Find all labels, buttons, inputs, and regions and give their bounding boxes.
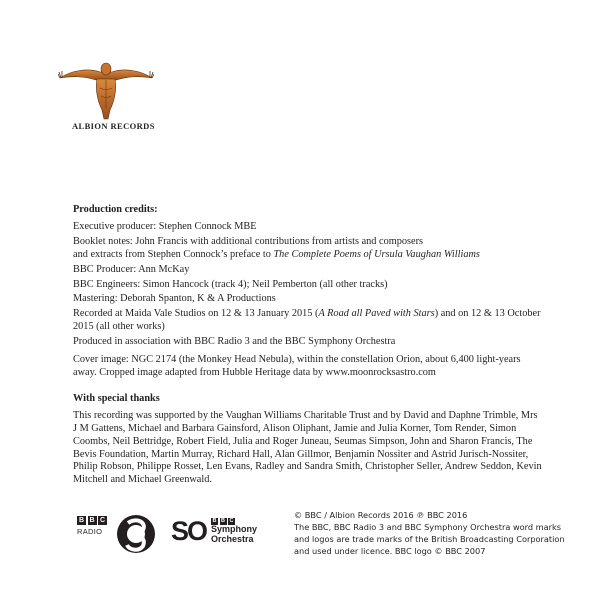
copyright-line1: © BBC / Albion Records 2016 ℗ BBC 2016 bbox=[294, 510, 468, 520]
albion-figure-logo bbox=[58, 58, 154, 120]
copyright-line3: and logos are trade marks of the British Broadcasting Corporation bbox=[294, 534, 565, 544]
credits-block bbox=[73, 204, 543, 487]
recording-text-b: ) and on 12 & 13 October 2015 (all other works) bbox=[73, 308, 541, 333]
bbc-engineers: BBC Engineers: Simon Hancock (track 4); Neil Pemberton (all other tracks) bbox=[73, 278, 388, 290]
mastering: Mastering: Deborah Spanton, K & A Productions bbox=[73, 293, 276, 305]
so-line1: Symphony bbox=[211, 524, 258, 534]
association-note: Produced in association with BBC Radio 3 and the BBC Symphony Orchestra bbox=[73, 336, 396, 348]
so-mark: SO bbox=[171, 516, 207, 546]
bbc-block: B bbox=[212, 518, 217, 524]
bbc-producer: BBC Producer: Ann McKay bbox=[73, 263, 190, 275]
bbc-symphony-orchestra-logo bbox=[171, 518, 257, 544]
bbc-block: B bbox=[89, 517, 95, 524]
recording-text-a: Recorded at Maida Vale Studios on 12 & 13 January 2015 ( bbox=[73, 308, 319, 320]
bbc-block: C bbox=[229, 518, 234, 524]
recording-details bbox=[73, 308, 543, 334]
radio-label: RADIO bbox=[77, 527, 103, 536]
copyright-block bbox=[294, 509, 584, 557]
copyright-line2: The BBC, BBC Radio 3 and BBC Symphony Orchestra word marks bbox=[294, 522, 562, 532]
so-line2: Orchestra bbox=[211, 533, 254, 544]
booklet-notes-text: and extracts from Stephen Connock’s preface to bbox=[73, 248, 274, 260]
radio3-logo bbox=[116, 514, 156, 554]
bbc-blocks bbox=[77, 516, 111, 525]
cover-image-note: Cover image: NGC 2174 (the Monkey Head Nebula), within the constellation Orion, about 6,400 light-years away. Cropped image adapted from Hubble Heritage data by www.moonrocksastro.com bbox=[73, 354, 521, 378]
thanks-heading: With special thanks bbox=[73, 392, 160, 404]
copyright-line4: and used under licence. BBC logo © BBC 2007 bbox=[294, 546, 486, 556]
thanks-body: This recording was supported by the Vaughan Williams Charitable Trust and by David and Daphne Trimble, Mrs J M Gattens, Michael and Barbara Gainsford, Alison Oliphant, Jamie and Julia Korner, Tom Render, Simon Coombs, Neil Bettridge, Robert Field, Julia and Roger Juneau, Seumas Simpson, John and Sharon Francis, The Bevis Foundation, Martin Murray, Richard Hall, Alan Gillmor, Benjamin Nossiter and Astrid Jurisch-Nossiter, Philip Robson, Philippe Rosset, Len Evans, Radley and Sandra Smith, Christopher Seller, Andrew Seddon, Kevin Mitchell and Michael Greenwald. bbox=[73, 409, 542, 486]
label-name: ALBION RECORDS bbox=[72, 121, 155, 131]
recording-work-title: A Road all Paved with Stars bbox=[318, 308, 435, 320]
booklet-notes-line1: Booklet notes: John Francis with additional contributions from artists and composers bbox=[73, 235, 424, 247]
bbc-block: B bbox=[78, 517, 85, 524]
bbc-block: B bbox=[221, 518, 225, 524]
so-text bbox=[211, 518, 257, 544]
booklet-notes-title: The Complete Poems of Ursula Vaughan Williams bbox=[273, 248, 480, 260]
executive-producer: Executive producer: Stephen Connock MBE bbox=[73, 220, 257, 232]
bbc-radio-logo bbox=[77, 516, 111, 536]
booklet-notes-line2 bbox=[73, 249, 543, 262]
bbc-block: C bbox=[99, 517, 106, 524]
production-heading: Production credits: bbox=[73, 204, 158, 215]
